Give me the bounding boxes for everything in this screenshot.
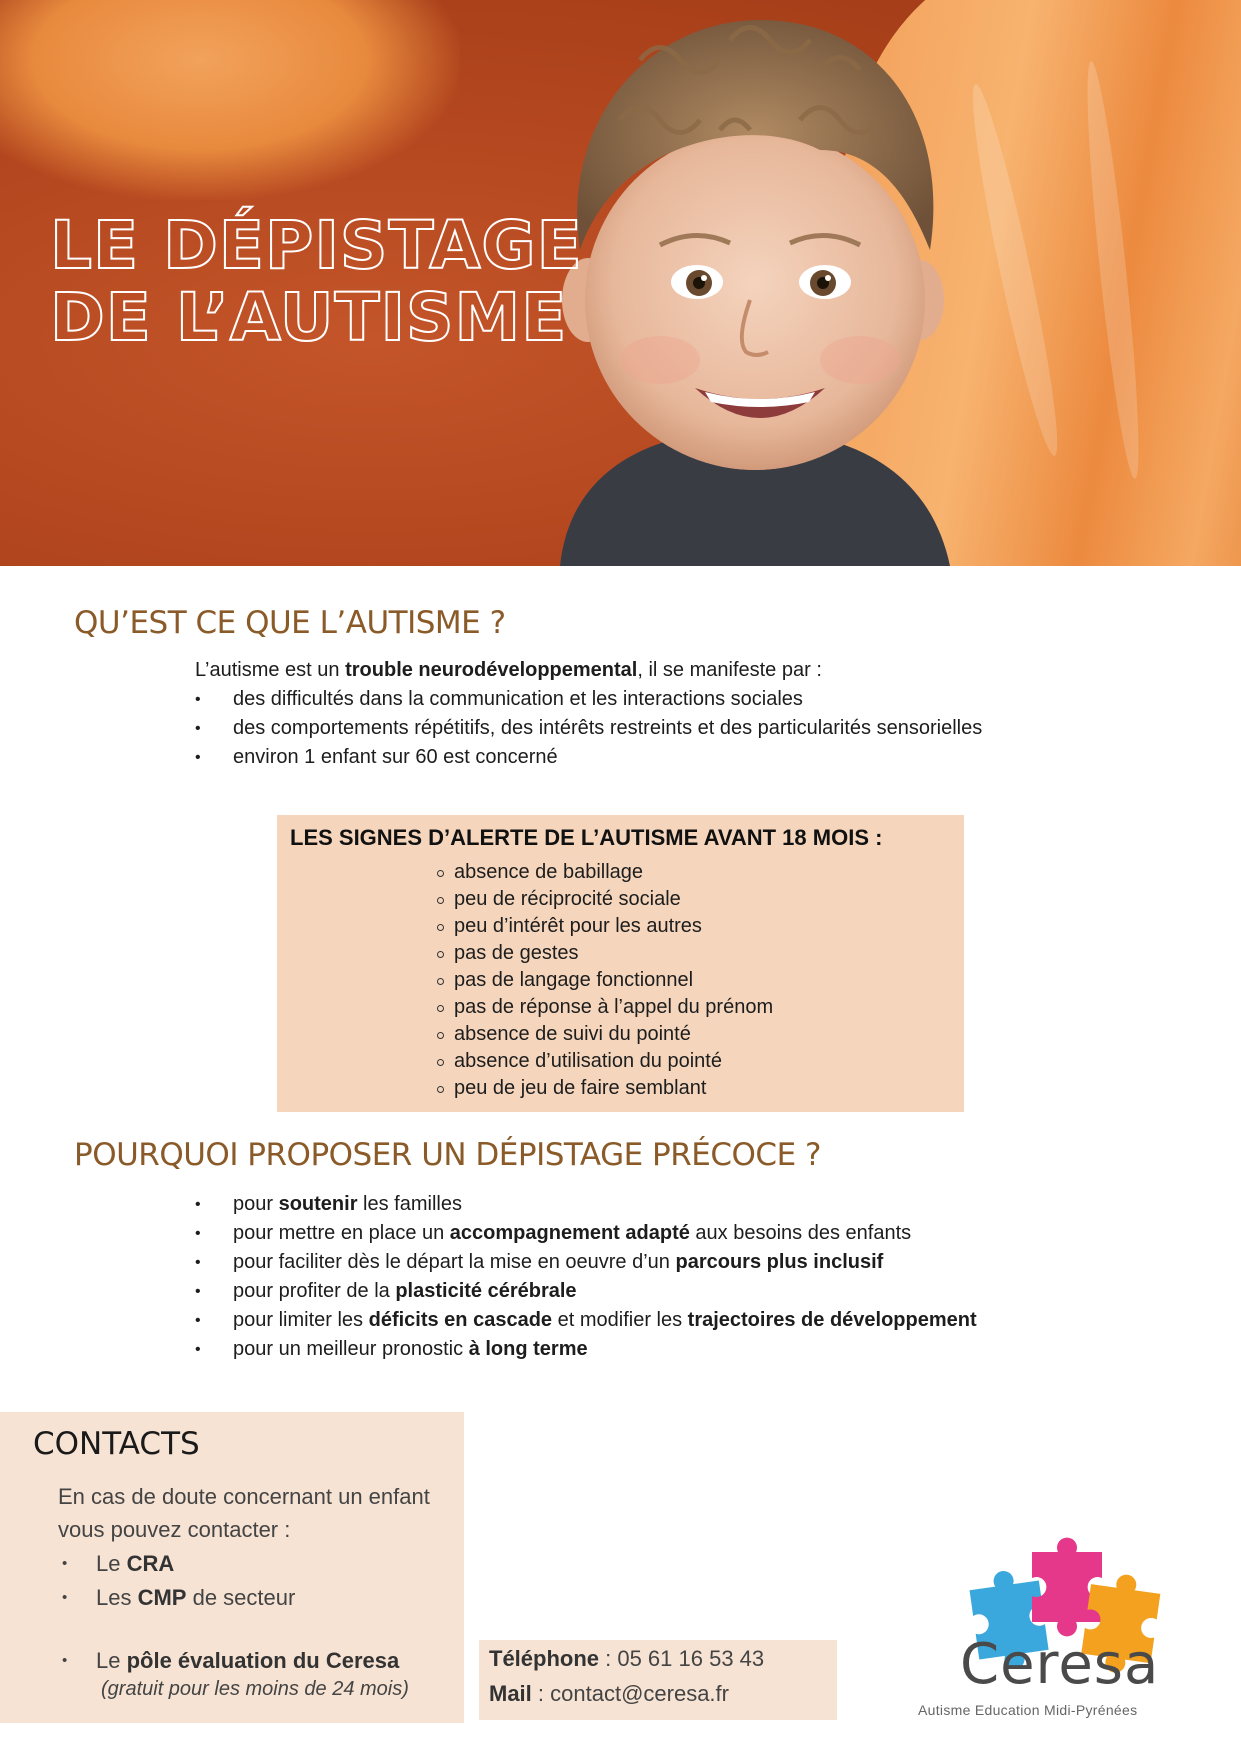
- text: pour faciliter dès le départ la mise en oeuvre d’un: [233, 1251, 676, 1273]
- list-item: [195, 1306, 977, 1335]
- text: Le: [96, 1551, 127, 1576]
- bold-text: accompagnement adapté: [449, 1222, 690, 1244]
- text: pour limiter les: [233, 1309, 369, 1331]
- alert-signs-box: [277, 815, 964, 1112]
- list-item: [195, 1248, 977, 1277]
- bold-text: déficits en cascade: [368, 1309, 553, 1331]
- list-item: [195, 1277, 977, 1306]
- contacts-intro: [58, 1480, 430, 1546]
- logo-tagline: Autisme Education Midi-Pyrénées: [918, 1702, 1138, 1718]
- contacts-note: (gratuit pour les moins de 24 mois): [101, 1678, 409, 1700]
- screening-reasons-list: [195, 1190, 977, 1364]
- text: pour un meilleur pronostic: [233, 1338, 469, 1360]
- hero-title-line1: LE DÉPISTAGE: [50, 207, 583, 284]
- autism-traits-list: [195, 685, 982, 772]
- bold-text: CRA: [126, 1551, 175, 1576]
- text: pour profiter de la: [233, 1280, 396, 1302]
- list-item: absence de babillage: [437, 859, 773, 886]
- intro-text-end: , il se manifeste par :: [637, 659, 822, 681]
- list-item: peu d’intérêt pour les autres: [437, 913, 773, 940]
- list-item: pas de réponse à l’appel du prénom: [437, 994, 773, 1021]
- alert-signs-list: [437, 859, 773, 1102]
- contacts-box: [0, 1412, 464, 1723]
- autism-intro: [195, 656, 822, 685]
- bold-text: à long terme: [468, 1338, 588, 1360]
- bold-text: parcours plus inclusif: [675, 1251, 884, 1273]
- list-item: • des difficultés dans la communication et les interactions sociales: [195, 685, 982, 714]
- mail-address[interactable]: : contact@ceresa.fr: [531, 1681, 729, 1706]
- bold-text: CMP: [137, 1585, 187, 1610]
- contacts-intro-line1: En cas de doute concernant un enfant: [58, 1484, 430, 1509]
- list-item: [195, 1190, 977, 1219]
- contacts-intro-line2: vous pouvez contacter :: [58, 1517, 291, 1542]
- list-item: peu de réciprocité sociale: [437, 886, 773, 913]
- phone-label: Téléphone: [489, 1646, 600, 1671]
- contacts-list-ceresa: [58, 1644, 399, 1678]
- text: de secteur: [186, 1585, 296, 1610]
- mail-line: [489, 1681, 729, 1707]
- phone-mail-box: [479, 1640, 837, 1720]
- bold-text: trajectoires de développement: [687, 1309, 977, 1331]
- hero-banner: [0, 0, 1241, 566]
- section-title-why-screen: POURQUOI PROPOSER UN DÉPISTAGE PRÉCOCE ?: [74, 1137, 821, 1173]
- text: pour mettre en place un: [233, 1222, 450, 1244]
- bold-text: plasticité cérébrale: [395, 1280, 577, 1302]
- list-item: absence de suivi du pointé: [437, 1021, 773, 1048]
- text: les familles: [357, 1193, 462, 1215]
- list-item: pas de gestes: [437, 940, 773, 967]
- list-item: pas de langage fonctionnel: [437, 967, 773, 994]
- alert-title: LES SIGNES D’ALERTE DE L’AUTISME AVANT 18 MOIS :: [290, 825, 883, 850]
- text: Le: [96, 1648, 127, 1673]
- bold-text: soutenir: [278, 1193, 358, 1215]
- text: pour: [233, 1193, 279, 1215]
- text: aux besoins des enfants: [689, 1222, 912, 1244]
- list-item: absence d’utilisation du pointé: [437, 1048, 773, 1075]
- contact-item-cmp: [58, 1581, 295, 1615]
- list-item: [195, 1219, 977, 1248]
- list-item: peu de jeu de faire semblant: [437, 1075, 773, 1102]
- list-item: • environ 1 enfant sur 60 est concerné: [195, 743, 982, 772]
- mail-label: Mail: [489, 1681, 532, 1706]
- hero-title: [50, 207, 583, 356]
- intro-text: L’autisme est un: [195, 659, 346, 681]
- text: Les: [96, 1585, 138, 1610]
- curtain-left: [0, 0, 460, 200]
- contact-item-cra: [58, 1547, 295, 1581]
- contact-item-ceresa: [58, 1644, 399, 1678]
- contacts-title: CONTACTS: [33, 1426, 200, 1462]
- logo-name: Ceresa: [960, 1632, 1160, 1697]
- contacts-list: [58, 1547, 295, 1615]
- section-title-what-is-autism: QU’EST CE QUE L’AUTISME ?: [74, 605, 506, 641]
- ceresa-logo-puzzle-icon: [910, 1536, 1210, 1726]
- list-item: [195, 1335, 977, 1364]
- intro-bold: trouble neurodéveloppemental: [345, 659, 638, 681]
- hero-title-line2: DE L’AUTISME: [50, 279, 568, 356]
- phone-line: [489, 1646, 764, 1672]
- phone-number[interactable]: : 05 61 16 53 43: [599, 1646, 765, 1671]
- bold-text: pôle évaluation du Ceresa: [126, 1648, 400, 1673]
- list-item: • des comportements répétitifs, des intérêts restreints et des particularités sensorielles: [195, 714, 982, 743]
- text: et modifier les: [552, 1309, 688, 1331]
